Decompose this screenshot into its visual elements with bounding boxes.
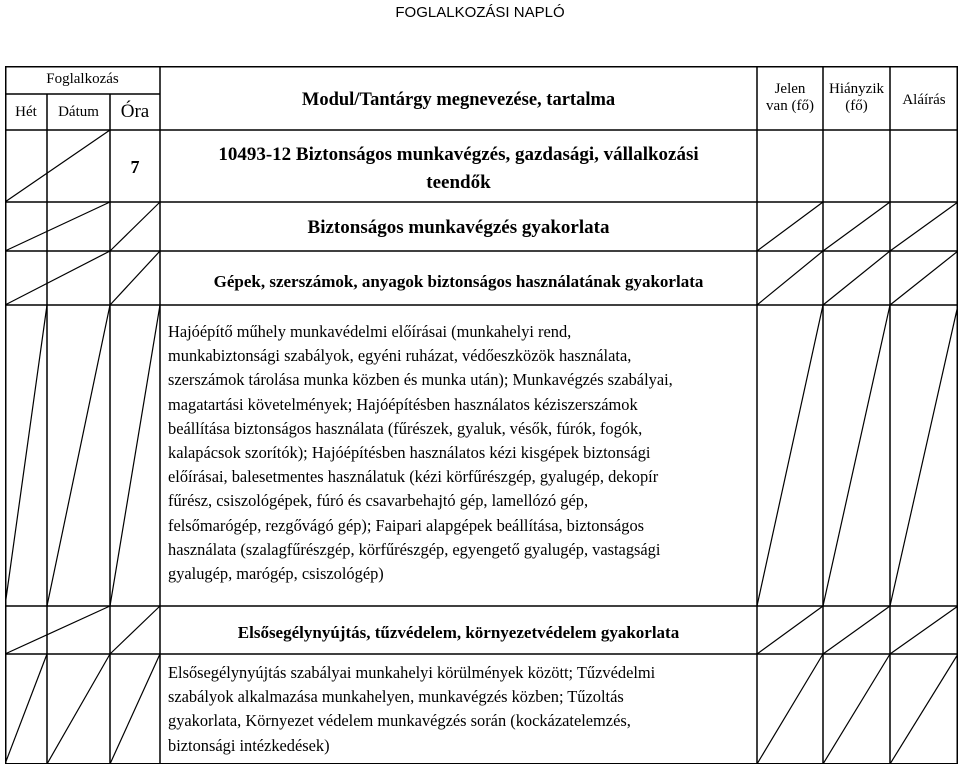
content1-line: munkabiztonsági szabályok, egyéni ruházat, védőeszközök használata, — [168, 346, 632, 366]
topic-content-2 — [168, 661, 753, 758]
content1-line: kalapácsok szorítók); Hajóépítésben használatos kézi kisgépek biztonsági — [168, 443, 651, 463]
header-hianyzik-line2: (fő) — [845, 98, 868, 115]
content1-line: használata (szalagfűrészgép, körfűrészgép, egyengető gyalugép, vastagsági — [168, 539, 661, 559]
module-title-line2: teendők — [426, 172, 491, 193]
content2-line: biztonsági intézkedések) — [168, 735, 330, 755]
header-jelen-line2: van (fő) — [766, 98, 814, 115]
topic-content-1 — [168, 320, 753, 586]
content2-line: gyakorlata, Környezet védelem munkavégzés során (kockázatelemzés, — [168, 711, 631, 731]
header-jelen-line1: Jelen — [774, 81, 806, 97]
journal-table — [5, 66, 958, 764]
module-title — [160, 141, 757, 197]
header-het: Hét — [15, 104, 37, 120]
module-title-line1: 10493-12 Biztonságos munkavégzés, gazdasági, vállalkozási — [218, 144, 699, 165]
topic-title-2: Elsősegélynyújtás, tűzvédelem, környezetvédelem gyakorlata — [237, 623, 680, 642]
content1-line: Hajóépítő műhely munkavédelmi előírásai (munkahelyi rend, — [168, 322, 572, 341]
header-ora: Óra — [120, 101, 150, 122]
header-foglalkozas: Foglalkozás — [46, 71, 119, 87]
content1-line: szerszámok tárolása munka közben és munka után); Munkavégzés szabályai, — [168, 370, 673, 390]
header-alairas: Aláírás — [902, 92, 946, 108]
page-title: FOGLALKOZÁSI NAPLÓ — [395, 4, 565, 21]
content1-line: fűrész, csiszológépek, fúró és csavarbehajtó gép, lamellózó gép, — [168, 491, 589, 511]
header-datum: Dátum — [58, 104, 99, 120]
header-hianyzik-line1: Hiányzik — [829, 81, 884, 97]
module-hours: 7 — [130, 157, 140, 177]
header-hianyzik — [823, 81, 890, 116]
subject-title: Biztonságos munkavégzés gyakorlata — [307, 217, 610, 238]
content2-line: Elsősegélynyújtás szabályai munkahelyi körülmények között; Tűzvédelmi — [168, 663, 656, 682]
topic-title-1: Gépek, szerszámok, anyagok biztonságos használatának gyakorlata — [213, 272, 704, 291]
content1-line: beállítása biztonságos használata (fűrészek, gyaluk, vésők, fúrók, fogók, — [168, 418, 643, 438]
content1-line: felsőmarógép, rezgővágó gép); Faipari alapgépek beállítása, biztonságos — [168, 515, 645, 535]
header-jelen — [757, 81, 823, 116]
content1-line: gyalugép, marógép, csiszológép) — [168, 564, 384, 584]
header-modul: Modul/Tantárgy megnevezése, tartalma — [301, 90, 616, 110]
content1-line: előírásai, balesetmentes használatuk (kézi körfűrészgép, gyalugép, dekopír — [168, 467, 659, 487]
content2-line: szabályok alkalmazása munkahelyen, munkavégzés közben; Tűzoltás — [168, 687, 624, 707]
content1-line: magatartási követelmények; Hajóépítésben használatos kéziszerszámok — [168, 394, 638, 414]
